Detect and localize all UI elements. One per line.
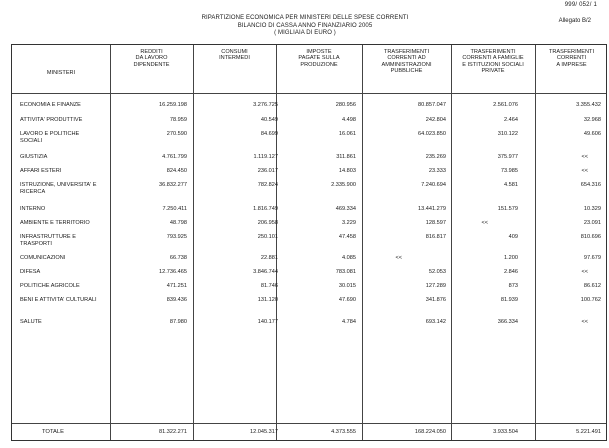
column-divider: [451, 45, 452, 440]
cell-trasf-amministrazioni: 52.053: [428, 269, 446, 275]
cell-imposte: 16.061: [338, 131, 356, 137]
document-title: [150, 15, 460, 38]
cell-imposte: 30.015: [338, 283, 356, 289]
column-divider: [110, 45, 111, 440]
ministry-name: DIFESA: [20, 269, 41, 275]
expenditure-table: [11, 44, 607, 441]
total-divider: [12, 423, 606, 424]
header-imposte: IMPOSTE PAGATE SULLA PRODUZIONE: [298, 49, 340, 68]
cell-redditi: 824.450: [166, 168, 187, 174]
cell-consumi: 1.119.127: [253, 154, 278, 160]
cell-imposte: 783.081: [335, 269, 356, 275]
ministry-name: ECONOMIA E FINANZE: [20, 102, 81, 108]
cell-trasf-famiglie: 1.200: [504, 255, 518, 261]
total-trasf-imprese: 5.221.491: [576, 429, 601, 435]
cell-consumi: 84.699: [260, 131, 278, 137]
cell-imposte: 14.803: [338, 168, 356, 174]
document-code: 999/ 052/ 1: [564, 2, 597, 8]
total-redditi: 81.322.271: [159, 429, 187, 435]
cell-trasf-amministrazioni: 235.269: [425, 154, 446, 160]
header-redditi: REDDITI DA LAVORO DIPENDENTE: [133, 49, 170, 68]
ministry-name: COMUNICAZIONI: [20, 255, 66, 261]
cell-imposte: 469.334: [335, 206, 356, 212]
cell-trasf-imprese: 10.329: [583, 206, 601, 212]
cell-trasf-famiglie: 151.579: [497, 206, 518, 212]
cell-consumi: 3.276.725: [253, 102, 278, 108]
header-divider: [12, 93, 606, 94]
total-imposte: 4.373.555: [331, 429, 356, 435]
cell-consumi: 81.746: [260, 283, 278, 289]
ministry-name: POLITICHE AGRICOLE: [20, 283, 80, 289]
header-trasf-amministrazioni: TRASFERIMENTI CORRENTI AD AMMINISTRAZIONI PUBBLICHE: [381, 49, 432, 75]
column-divider: [193, 45, 194, 440]
cell-redditi: 4.761.799: [162, 154, 187, 160]
cell-trasf-imprese: <<: [581, 319, 588, 325]
cell-trasf-amministrazioni: <<: [395, 255, 402, 261]
cell-redditi: 839.436: [166, 297, 187, 303]
cell-trasf-imprese: 97.679: [583, 255, 601, 261]
header-ministeri: MINISTERI: [46, 70, 76, 76]
cell-consumi: 206.958: [257, 220, 278, 226]
cell-trasf-famiglie: 2.561.076: [493, 102, 518, 108]
cell-trasf-imprese: <<: [581, 168, 588, 174]
cell-trasf-famiglie: 873: [508, 283, 518, 289]
cell-imposte: 47.690: [338, 297, 356, 303]
ministry-name: INTERNO: [20, 206, 46, 212]
cell-trasf-famiglie: 375.977: [497, 154, 518, 160]
cell-consumi: 3.846.744: [253, 269, 278, 275]
ministry-name: GIUSTIZIA: [20, 154, 48, 160]
cell-trasf-famiglie: 2.846: [504, 269, 518, 275]
cell-trasf-amministrazioni: 127.289: [425, 283, 446, 289]
ministry-name: ISTRUZIONE, UNIVERSITA' E RICERCA: [20, 182, 97, 195]
ministry-name: ATTIVITA' PRODUTTIVE: [20, 117, 83, 123]
cell-trasf-imprese: <<: [581, 154, 588, 160]
cell-imposte: 4.498: [342, 117, 356, 123]
cell-trasf-imprese: 100.762: [580, 297, 601, 303]
cell-imposte: 4.784: [342, 319, 356, 325]
cell-imposte: 4.085: [342, 255, 356, 261]
cell-imposte: 47.458: [338, 234, 356, 240]
cell-imposte: 3.229: [342, 220, 356, 226]
cell-consumi: 140.177: [257, 319, 278, 325]
cell-consumi: 782.824: [257, 182, 278, 188]
cell-trasf-famiglie: 4.581: [504, 182, 518, 188]
header-trasf-famiglie: TRASFERIMENTI CORRENTI A FAMIGLIE E ISTITUZIONI SOCIALI PRIVATE: [462, 49, 524, 75]
cell-imposte: 280.956: [335, 102, 356, 108]
cell-trasf-amministrazioni: 64.023.850: [418, 131, 446, 137]
attachment-label: Allegato B/2: [558, 18, 591, 24]
cell-redditi: 12.736.465: [159, 269, 187, 275]
cell-redditi: 48.798: [169, 220, 187, 226]
cell-trasf-amministrazioni: 80.857.047: [418, 102, 446, 108]
cell-trasf-famiglie: 366.334: [497, 319, 518, 325]
cell-trasf-imprese: 49.606: [583, 131, 601, 137]
cell-redditi: 793.925: [166, 234, 187, 240]
column-divider: [362, 45, 363, 440]
cell-redditi: 87.980: [169, 319, 187, 325]
cell-consumi: 1.816.749: [253, 206, 278, 212]
cell-redditi: 7.250.411: [162, 206, 187, 212]
cell-redditi: 270.590: [166, 131, 187, 137]
cell-consumi: 40.549: [260, 117, 278, 123]
ministry-name: INFRASTRUTTURE E TRASPORTI: [20, 234, 76, 247]
ministry-name: AFFARI ESTERI: [20, 168, 62, 174]
cell-trasf-amministrazioni: 13.441.279: [418, 206, 446, 212]
cell-trasf-amministrazioni: 242.804: [425, 117, 446, 123]
cell-trasf-famiglie: 409: [508, 234, 518, 240]
cell-trasf-famiglie: 73.985: [500, 168, 518, 174]
cell-trasf-amministrazioni: 7.240.694: [421, 182, 446, 188]
ministry-name: LAVORO E POLITICHE SOCIALI: [20, 131, 80, 144]
cell-trasf-imprese: 32.968: [583, 117, 601, 123]
ministry-name: SALUTE: [20, 319, 42, 325]
cell-redditi: 78.959: [169, 117, 187, 123]
header-trasf-imprese: TRASFERIMENTI CORRENTI A IMPRESE: [548, 49, 595, 68]
column-divider: [535, 45, 536, 440]
title-line-1: RIPARTIZIONE ECONOMICA PER MINISTERI DELLE SPESE CORRENTI: [201, 15, 409, 21]
cell-redditi: 66.738: [169, 255, 187, 261]
title-line-2: BILANCIO DI CASSA ANNO FINANZIARIO 2005: [237, 22, 373, 29]
cell-redditi: 471.251: [166, 283, 187, 289]
cell-trasf-amministrazioni: 693.142: [425, 319, 446, 325]
cell-consumi: 250.101: [257, 234, 278, 240]
cell-trasf-imprese: 3.355.432: [576, 102, 601, 108]
cell-trasf-imprese: 23.091: [583, 220, 601, 226]
total-label: TOTALE: [42, 429, 65, 435]
cell-trasf-famiglie: 2.464: [504, 117, 518, 123]
ministry-name: AMBIENTE E TERRITORIO: [20, 220, 90, 226]
total-consumi: 12.045.317: [250, 429, 278, 435]
cell-trasf-amministrazioni: 23.333: [428, 168, 446, 174]
cell-trasf-imprese: <<: [581, 269, 588, 275]
cell-trasf-famiglie: 81.939: [500, 297, 518, 303]
cell-trasf-famiglie: <<: [481, 220, 488, 226]
cell-consumi: 22.881: [260, 255, 278, 261]
cell-trasf-famiglie: 310.122: [497, 131, 518, 137]
cell-trasf-imprese: 86.612: [583, 283, 601, 289]
ministry-name: BENI E ATTIVITA' CULTURALI: [20, 297, 97, 303]
total-trasf-amministrazioni: 168.224.050: [414, 429, 446, 435]
cell-redditi: 16.259.198: [159, 102, 187, 108]
cell-trasf-imprese: 654.316: [580, 182, 601, 188]
cell-trasf-amministrazioni: 816.817: [425, 234, 446, 240]
cell-imposte: 2.335.900: [331, 182, 356, 188]
cell-trasf-amministrazioni: 128.597: [425, 220, 446, 226]
cell-redditi: 36.832.277: [159, 182, 187, 188]
cell-trasf-imprese: 810.696: [580, 234, 601, 240]
cell-imposte: 311.861: [336, 154, 356, 160]
title-line-3: ( MIGLIAIA DI EURO ): [274, 30, 336, 36]
cell-consumi: 236.017: [257, 168, 278, 174]
total-trasf-famiglie: 3.933.504: [493, 429, 518, 435]
cell-consumi: 131.120: [257, 297, 278, 303]
cell-trasf-amministrazioni: 341.876: [425, 297, 446, 303]
header-consumi: CONSUMI INTERMEDI: [219, 49, 250, 62]
